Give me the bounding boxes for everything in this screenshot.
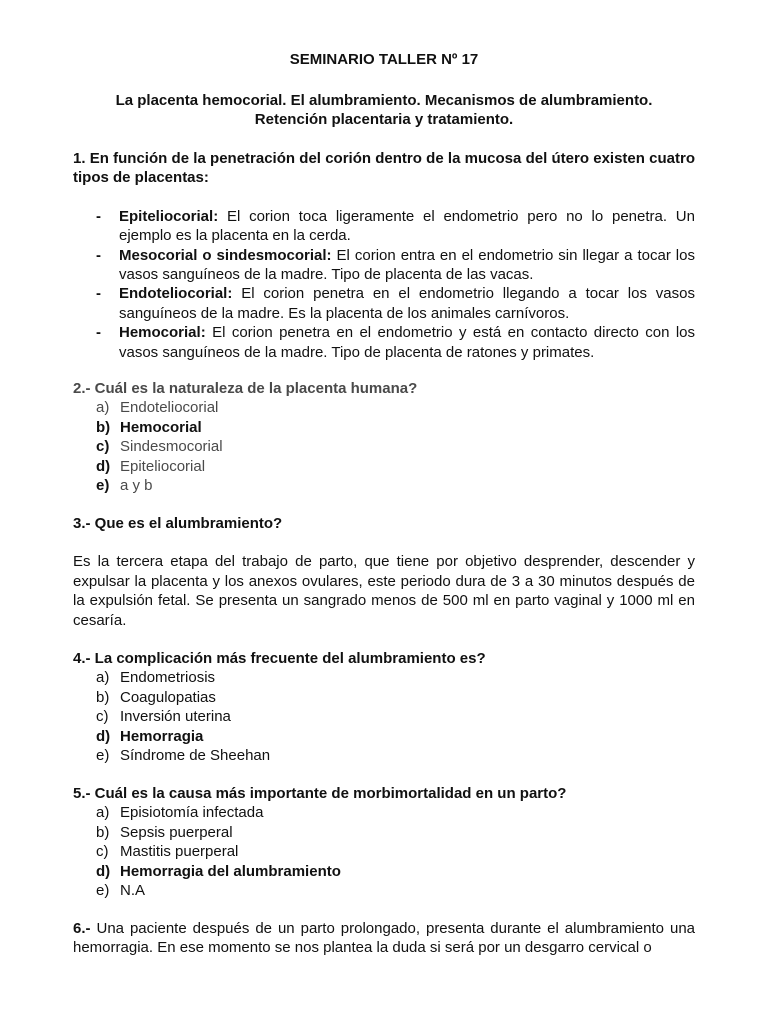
option-letter: a)	[96, 669, 110, 687]
item-term: Endoteliocorial:	[119, 285, 233, 303]
dash-bullet: -	[96, 246, 101, 264]
item-term: Epiteliocorial:	[119, 207, 219, 225]
question-6	[73, 919, 695, 958]
option-b	[96, 688, 695, 707]
option-letter: c)	[96, 438, 110, 456]
option-text: Sindesmocorial	[120, 438, 223, 456]
option-text: Hemocorial	[120, 418, 202, 436]
question-4-heading: 4.- La complicación más frecuente del alumbramiento es?	[73, 650, 486, 667]
option-text: Endometriosis	[120, 669, 216, 687]
option-letter: b)	[96, 823, 110, 841]
option-text: Mastitis puerperal	[120, 843, 239, 861]
option-letter: b)	[96, 688, 110, 706]
option-letter: d)	[96, 457, 111, 475]
option-letter: c)	[96, 843, 109, 861]
option-letter: d)	[96, 862, 111, 880]
question-5-options	[73, 803, 695, 900]
list-item	[73, 207, 695, 246]
question-2	[73, 379, 695, 495]
document-subtitle	[0, 91, 768, 130]
item-term: Mesocorial o sindesmocorial:	[119, 246, 332, 264]
option-c	[96, 437, 695, 456]
option-text: N.A	[120, 882, 146, 900]
option-b	[96, 823, 695, 842]
question-2-heading: 2.- Cuál es la naturaleza de la placenta humana?	[73, 380, 418, 397]
question-5	[73, 784, 695, 900]
option-d-answer	[96, 862, 695, 881]
option-text: Endoteliocorial	[120, 399, 219, 417]
question-6-text: Una paciente después de un parto prolongado, presenta durante el alumbramiento una hemorragia. En ese momento se nos plantea la duda si será por un desgarro cervical o	[73, 920, 695, 957]
option-letter: a)	[96, 804, 110, 822]
dash-bullet: -	[96, 207, 101, 225]
document-title: SEMINARIO TALLER Nº 17	[289, 51, 479, 68]
question-4	[73, 649, 695, 765]
option-letter: e)	[96, 882, 110, 900]
option-c	[96, 707, 695, 726]
option-letter: e)	[96, 747, 110, 765]
option-letter: b)	[96, 418, 111, 436]
question-1	[73, 149, 695, 362]
item-term: Hemocorial:	[119, 324, 206, 342]
item-text: El corion penetra en el endometrio y está en contacto directo con los vasos sanguíneos de la madre. Tipo de placenta de ratones y primates.	[119, 324, 695, 361]
option-a	[96, 668, 695, 687]
option-e	[96, 881, 695, 900]
option-letter: d)	[96, 727, 111, 745]
question-3-answer: Es la tercera etapa del trabajo de parto, que tiene por objetivo desprender, descender y expulsar la placenta y los anexos ovulares, este periodo dura de 3 a 30 minutos después de la expulsión fetal. Se presenta un sangrado menos de 500 ml en parto vaginal y 1000 ml en cesaría.	[73, 553, 695, 629]
option-text: Síndrome de Sheehan	[120, 747, 271, 765]
question-2-options	[73, 398, 695, 495]
question-4-options	[73, 668, 695, 765]
question-5-heading: 5.- Cuál es la causa más importante de morbimortalidad en un parto?	[73, 785, 567, 802]
option-text: Epiteliocorial	[120, 457, 206, 475]
dash-bullet: -	[96, 285, 101, 303]
placenta-types-list	[73, 207, 695, 362]
option-text: Inversión uterina	[120, 708, 231, 726]
option-text: Episiotomía infectada	[120, 804, 264, 822]
subtitle-line-1: La placenta hemocorial. El alumbramiento. Mecanismos de alumbramiento.	[115, 92, 653, 109]
option-text: Coagulopatias	[120, 688, 216, 706]
item-text: El corion penetra en el endometrio llegando a tocar los vasos sanguíneos de la madre. Es la placenta de los animales carnívoros.	[119, 285, 695, 322]
item-text: El corion toca ligeramente el endometrio pero no lo penetra. Un ejemplo es la placenta en la cerda.	[119, 207, 695, 245]
option-text: Hemorragia del alumbramiento	[120, 862, 341, 880]
option-text: Hemorragia	[120, 727, 204, 745]
option-b-answer	[96, 418, 695, 437]
option-text: a y b	[120, 477, 153, 495]
dash-bullet: -	[96, 324, 101, 342]
option-letter: c)	[96, 708, 109, 726]
subtitle-line-2: Retención placentaria y tratamiento.	[254, 111, 514, 129]
question-6-label: 6.-	[73, 920, 91, 937]
list-item	[73, 323, 695, 362]
option-a	[96, 398, 695, 417]
question-3	[73, 514, 695, 630]
option-text: Sepsis puerperal	[120, 823, 233, 841]
option-e	[96, 476, 695, 495]
option-d	[96, 457, 695, 476]
list-item	[73, 284, 695, 323]
list-item	[73, 246, 695, 285]
option-letter: a)	[96, 399, 110, 417]
option-d-answer	[96, 727, 695, 746]
option-c	[96, 842, 695, 861]
question-3-heading: 3.- Que es el alumbramiento?	[73, 515, 283, 532]
item-text: El corion entra en el endometrio sin llegar a tocar los vasos sanguíneos de la madre. Tipo de placenta de las vacas.	[119, 246, 695, 284]
option-letter: e)	[96, 477, 110, 495]
option-a	[96, 803, 695, 822]
option-e	[96, 746, 695, 765]
question-1-heading: 1. En función de la penetración del corión dentro de la mucosa del útero existen cuatro tipos de placentas:	[73, 150, 695, 187]
